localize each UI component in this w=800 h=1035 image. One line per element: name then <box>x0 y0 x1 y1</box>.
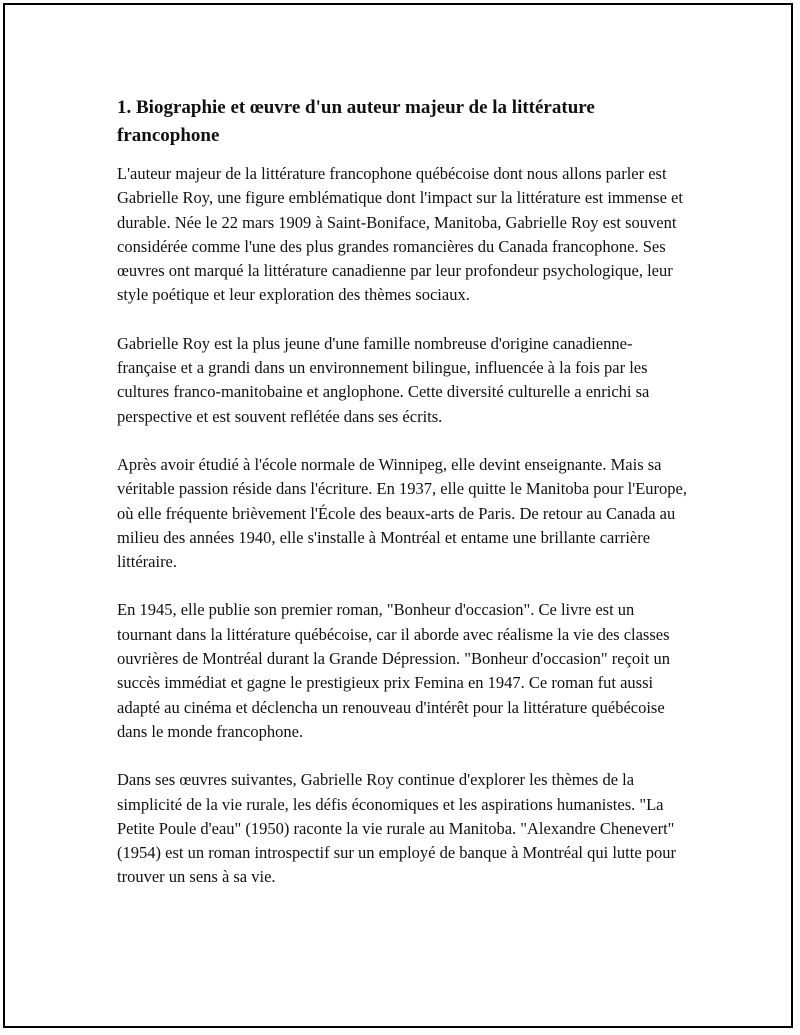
paragraph-first-novel: En 1945, elle publie son premier roman, "Bonheur d'occasion". Ce livre est un tournant dans la littérature québécoise, car il aborde avec réalisme la vie des classes ouvrières de Montréal durant la Grande Dépression. "Bonheur d'occasion" reçoit un succès immédiat et gagne le prestigieux prix Femina en 1947. Ce roman fut aussi adapté au cinéma et déclencha un renouveau d'intérêt pour la littérature québécoise dans le monde francophone. <box>117 600 670 741</box>
paragraph-later-works: Dans ses œuvres suivantes, Gabrielle Roy continue d'explorer les thèmes de la simplicité de la vie rurale, les défis économiques et les aspirations humanistes. "La Petite Poule d'eau" (1950) raconte la vie rurale au Manitoba. "Alexandre Chenevert" (1954) est un roman introspectif sur un employé de banque à Montréal qui lutte pour trouver un sens à sa vie. <box>117 770 677 887</box>
paragraph-intro: L'auteur majeur de la littérature francophone québécoise dont nous allons parler est Gabrielle Roy, une figure emblématique dont l'impact sur la littérature est immense et durable. Née le 22 mars 1909 à Saint-Boniface, Manitoba, Gabrielle Roy est souvent considérée comme l'une des plus grandes romancières du Canada francophone. Ses œuvres ont marqué la littérature canadienne par leur profondeur psychologique, leur style poétique et leur exploration des thèmes sociaux. <box>117 164 683 305</box>
paragraph-education: Après avoir étudié à l'école normale de Winnipeg, elle devint enseignante. Mais sa véritable passion réside dans l'écriture. En 1937, elle quitte le Manitoba pour l'Europe, où elle fréquente brièvement l'École des beaux-arts de Paris. De retour au Canada au milieu des années 1940, elle s'installe à Montréal et entame une brillante carrière littéraire. <box>117 454 687 572</box>
section-title: 1. Biographie et œuvre d'un auteur majeur de la littérature francophone <box>117 97 595 146</box>
document-body <box>117 94 687 914</box>
paragraph-origins: Gabrielle Roy est la plus jeune d'une famille nombreuse d'origine canadienne-française et a grandi dans un environnement bilingue, influencée à la fois par les cultures franco-manitobaine et anglophone. Cette diversité culturelle a enrichi sa perspective et est souvent reflétée dans ses écrits. <box>117 333 650 426</box>
